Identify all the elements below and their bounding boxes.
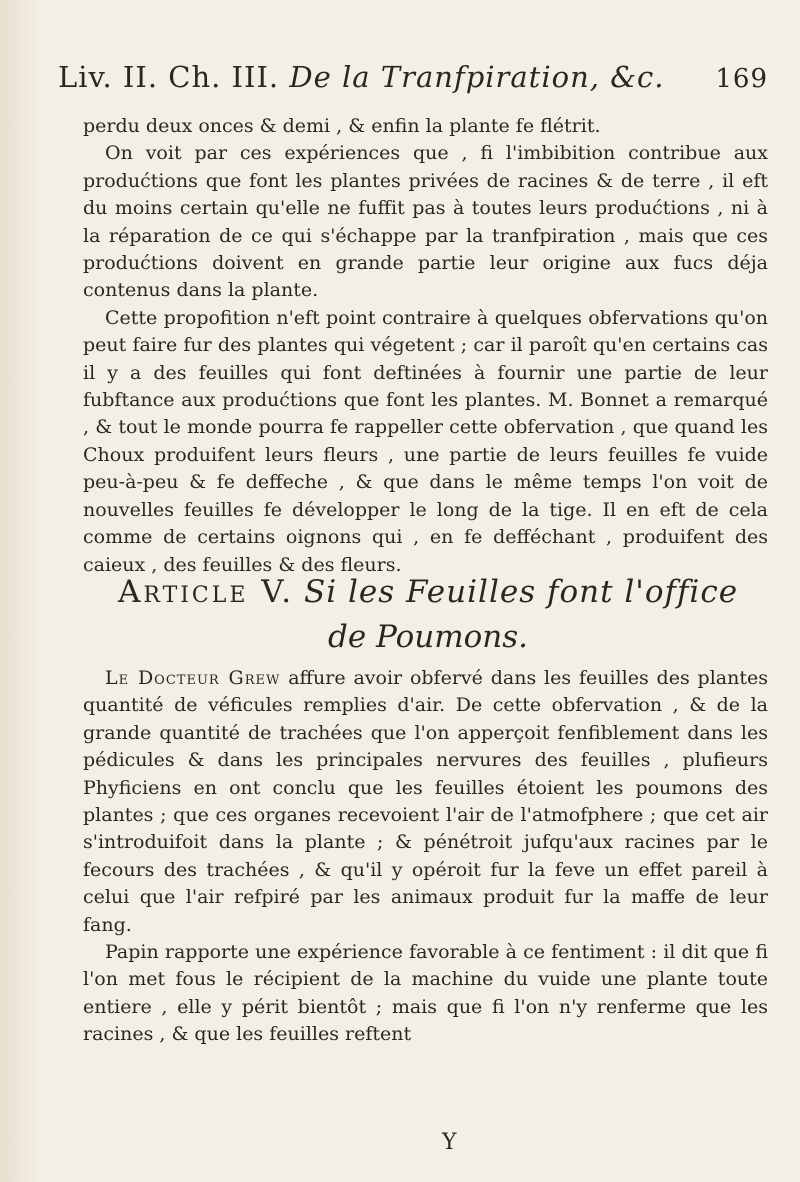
- article-heading: [118, 570, 778, 660]
- article-title-line2: de Poumons.: [327, 619, 529, 655]
- page-gutter-shadow: [0, 0, 40, 1182]
- paragraph: Cette propofition n'eft point contraire à quelques obfervations qu'on peut faire fur des plantes qui végetent ; car il paroît qu'en certains cas il y a des feuilles qui font deftinées à fournir une partie de leur fubftance aux produćtions que font les plantes. M. Bonnet a remarqué , & tout le monde pourra fe rappeller cette obfervation , que quand les Choux produifent leurs fleurs , une partie de leurs feuilles fe vuide peu-à-peu & fe deffeche , & que dans le même temps l'on voit de nouvelles feuilles fe développer le long de la tige. Il en eft de cela comme de certains oignons qui , en fe defféchant , produifent des caieux , des feuilles & des fleurs.: [83, 306, 768, 576]
- paragraph: On voit par ces expériences que , fi l'imbibition contribue aux produćtions que font les plantes privées de racines & de terre , il eft du moins certain qu'elle ne fuffit pas à toutes leurs produćtions , ni à la réparation de ce qui s'échappe par la tranfpiration , mais que ces produćtions doivent en grande partie leur origine aux fucs déja contenus dans la plante.: [83, 142, 768, 302]
- paragraph-continuation: perdu deux onces & demi , & enfin la plante fe flétrit.: [83, 115, 601, 137]
- paragraph: Papin rapporte une expérience favorable à ce fentiment : il dit que fi l'on met fous le récipient de la machine du vuide une plante toute entiere , elle y périt bientôt ; mais que fi l'on n'y renferme que les racines , & que les feuilles reftent: [83, 941, 768, 1046]
- running-title: De la Tranfpiration, &c.: [289, 60, 665, 94]
- article-title-line1: Si les Feuilles font l'office: [303, 574, 739, 610]
- page-number: 169: [715, 64, 768, 94]
- paragraph: [83, 665, 768, 939]
- paragraph-body: affure avoir obfervé dans les feuilles des plantes quantité de véficules remplies d'air. De cette obfervation , & de la grande quantité de trachées que l'on apperçoit fenfiblement dans les pédicules & dans les principales nervures des feuilles , plufieurs Phyficiens en ont conclu que les feuilles étoient les poumons des plantes ; que ces organes recevoient l'air de l'atmofphere ; que cet air s'introduifoit dans la plante ; & pénétroit jufqu'aux racines par le fecours des trachées , & qu'il y opéroit fur la feve un effet pareil à celui que l'air refpiré par les animaux produit fur la maffe de leur fang.: [83, 667, 768, 936]
- signature-mark: Y: [442, 1130, 457, 1155]
- running-head: Liv. II. Ch. III. De la Tranfpiration, &c.: [58, 60, 665, 94]
- text-block-1: [83, 113, 768, 579]
- text-block-2: [83, 665, 768, 1049]
- article-label: Article V.: [118, 574, 295, 610]
- paragraph-lead: Le Docteur Grew: [105, 667, 281, 689]
- running-header: [58, 60, 768, 100]
